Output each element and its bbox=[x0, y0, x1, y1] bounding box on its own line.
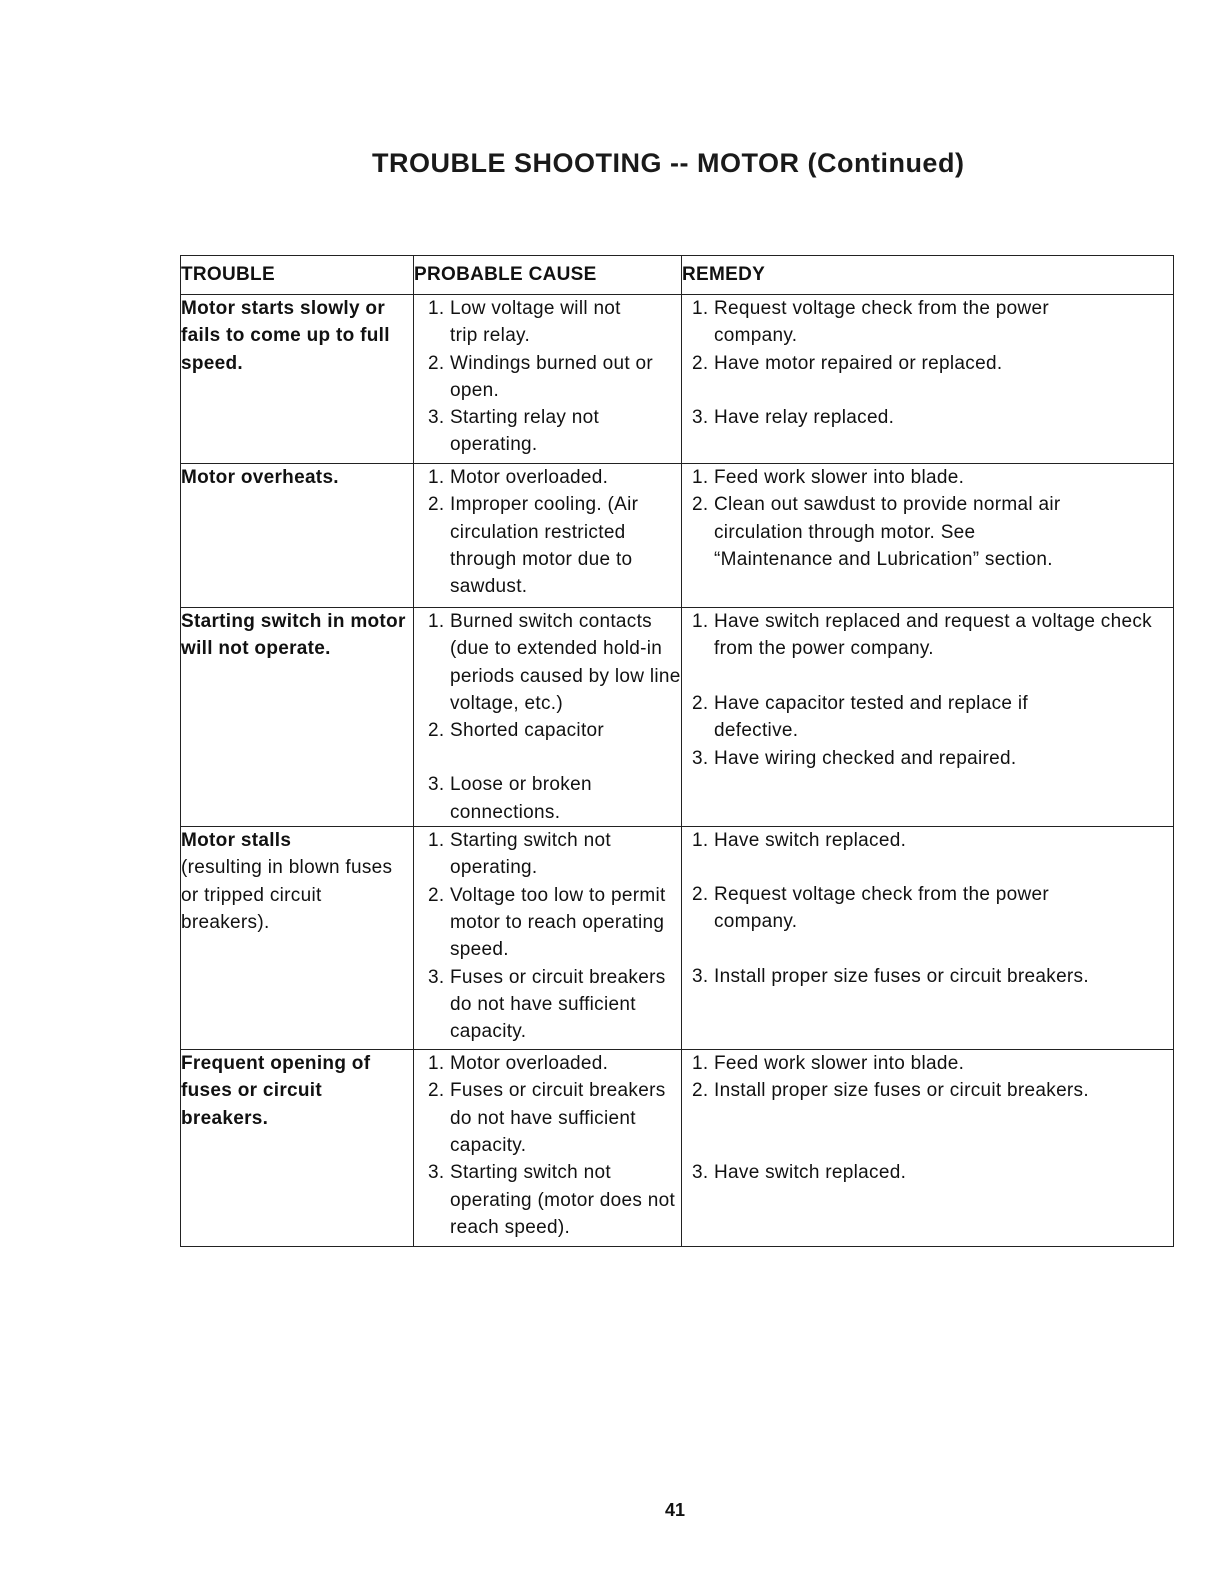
cause-item: 2. Windings burned out or open. bbox=[414, 350, 681, 405]
cause-cell bbox=[414, 608, 682, 827]
trouble-cell bbox=[181, 295, 414, 464]
item-number: 2. bbox=[428, 494, 445, 516]
cause-item: 1. Starting switch not operating. bbox=[414, 827, 681, 882]
item-number: 3. bbox=[692, 406, 709, 428]
trouble-text-bold: Motor stalls bbox=[181, 830, 292, 852]
cause-item: 2. Fuses or circuit breakers do not have sufficient capacity. bbox=[414, 1077, 681, 1159]
remedy-item: 1. Have switch replaced. bbox=[682, 827, 1173, 881]
cause-item: 3. Starting relay not operating. bbox=[414, 404, 681, 459]
item-number: 2. bbox=[428, 884, 445, 906]
remedy-item: 1. Feed work slower into blade. bbox=[682, 1050, 1173, 1077]
cause-item: 3. Fuses or circuit breakers do not have sufficient capacity. bbox=[414, 964, 681, 1046]
remedy-item: 3. Have wiring checked and repaired. bbox=[682, 745, 1173, 772]
remedy-cell bbox=[682, 827, 1174, 1050]
item-number: 2. bbox=[692, 352, 709, 374]
table-header-row bbox=[181, 256, 1174, 295]
page-title: TROUBLE SHOOTING -- MOTOR (Continued) bbox=[372, 148, 965, 178]
item-number: 2. bbox=[428, 1080, 445, 1102]
trouble-text: Frequent opening of fuses or circuit breakers. bbox=[181, 1053, 371, 1129]
cause-item: 2. Improper cooling. (Air circulation restricted through motor due to sawdust. bbox=[414, 491, 681, 600]
remedy-cell bbox=[682, 608, 1174, 827]
item-number: 1. bbox=[428, 611, 445, 632]
trouble-text: (resulting in blown fuses or tripped circuit breakers). bbox=[181, 857, 393, 933]
table-row bbox=[181, 608, 1174, 827]
remedy-item: 2. Clean out sawdust to provide normal air circulation through motor. See “Maintenance and Lubrication” section. bbox=[682, 491, 1173, 573]
item-number: 1. bbox=[692, 467, 709, 488]
cause-item: 1. Burned switch contacts (due to extended hold-in periods caused by low line voltage, etc.) bbox=[414, 608, 681, 717]
remedy-item: 1. Request voltage check from the power company. bbox=[682, 295, 1173, 350]
item-number: 2. bbox=[428, 352, 445, 374]
item-number: 2. bbox=[428, 720, 445, 742]
item-number: 1. bbox=[692, 1053, 709, 1075]
item-number: 1. bbox=[428, 1053, 445, 1075]
remedy-item: 2. Install proper size fuses or circuit breakers. bbox=[682, 1077, 1173, 1159]
item-number: 1. bbox=[692, 611, 709, 632]
remedy-cell bbox=[682, 1050, 1174, 1247]
item-number: 3. bbox=[692, 966, 709, 988]
remedy-cell bbox=[682, 295, 1174, 464]
cause-item: 1. Motor overloaded. bbox=[414, 464, 681, 491]
cause-item: 1. Low voltage will not trip relay. bbox=[414, 295, 681, 350]
item-number: 3. bbox=[692, 747, 709, 769]
trouble-cell bbox=[181, 827, 414, 1050]
cause-cell bbox=[414, 1050, 682, 1247]
item-number: 2. bbox=[692, 884, 709, 906]
item-number: 2. bbox=[692, 693, 709, 714]
remedy-cell bbox=[682, 464, 1174, 608]
cause-cell bbox=[414, 295, 682, 464]
cause-item: 2. Shorted capacitor bbox=[414, 717, 681, 744]
trouble-text: Motor overheats. bbox=[181, 467, 339, 488]
item-number: 1. bbox=[428, 298, 445, 319]
item-number: 2. bbox=[692, 1080, 709, 1102]
remedy-item: 1. Have switch replaced and request a voltage check from the power company. bbox=[682, 608, 1173, 690]
cause-item: 3. Loose or broken connections. bbox=[414, 771, 681, 826]
item-number: 3. bbox=[428, 774, 445, 796]
cause-cell bbox=[414, 827, 682, 1050]
cause-item: 1. Motor overloaded. bbox=[414, 1050, 681, 1077]
remedy-item: 2. Request voltage check from the power company. bbox=[682, 881, 1173, 963]
trouble-text: Starting switch in motor will not operate. bbox=[181, 611, 406, 660]
item-number: 3. bbox=[428, 1162, 445, 1184]
header-remedy: REMEDY bbox=[682, 256, 1174, 295]
table-row bbox=[181, 295, 1174, 464]
table-row bbox=[181, 827, 1174, 1050]
item-number: 3. bbox=[692, 1162, 709, 1184]
trouble-text: Motor starts slowly or fails to come up to full speed. bbox=[181, 298, 390, 374]
table-row bbox=[181, 464, 1174, 608]
cause-item: 2. Voltage too low to permit motor to reach operating speed. bbox=[414, 882, 681, 964]
trouble-cell bbox=[181, 464, 414, 608]
item-number: 1. bbox=[428, 830, 445, 852]
item-number: 1. bbox=[692, 830, 709, 852]
remedy-item: 3. Have switch replaced. bbox=[682, 1159, 1173, 1186]
remedy-item: 3. Install proper size fuses or circuit breakers. bbox=[682, 963, 1173, 990]
header-probable-cause: PROBABLE CAUSE bbox=[414, 256, 682, 295]
item-number: 1. bbox=[428, 467, 445, 488]
trouble-cell bbox=[181, 608, 414, 827]
table-row bbox=[181, 1050, 1174, 1247]
item-number: 3. bbox=[428, 407, 445, 429]
item-number: 1. bbox=[692, 298, 709, 319]
header-trouble: TROUBLE bbox=[181, 256, 414, 295]
cause-cell bbox=[414, 464, 682, 608]
remedy-item: 2. Have capacitor tested and replace if defective. bbox=[682, 690, 1173, 745]
item-number: 2. bbox=[692, 494, 709, 516]
item-number: 3. bbox=[428, 966, 445, 988]
remedy-item: 1. Feed work slower into blade. bbox=[682, 464, 1173, 491]
remedy-item: 3. Have relay replaced. bbox=[682, 404, 1173, 431]
page-number: 41 bbox=[664, 1500, 686, 1520]
cause-item: 3. Starting switch not operating (motor does not reach speed). bbox=[414, 1159, 681, 1241]
troubleshooting-table bbox=[180, 255, 1174, 1247]
trouble-cell bbox=[181, 1050, 414, 1247]
remedy-item: 2. Have motor repaired or replaced. bbox=[682, 350, 1173, 377]
